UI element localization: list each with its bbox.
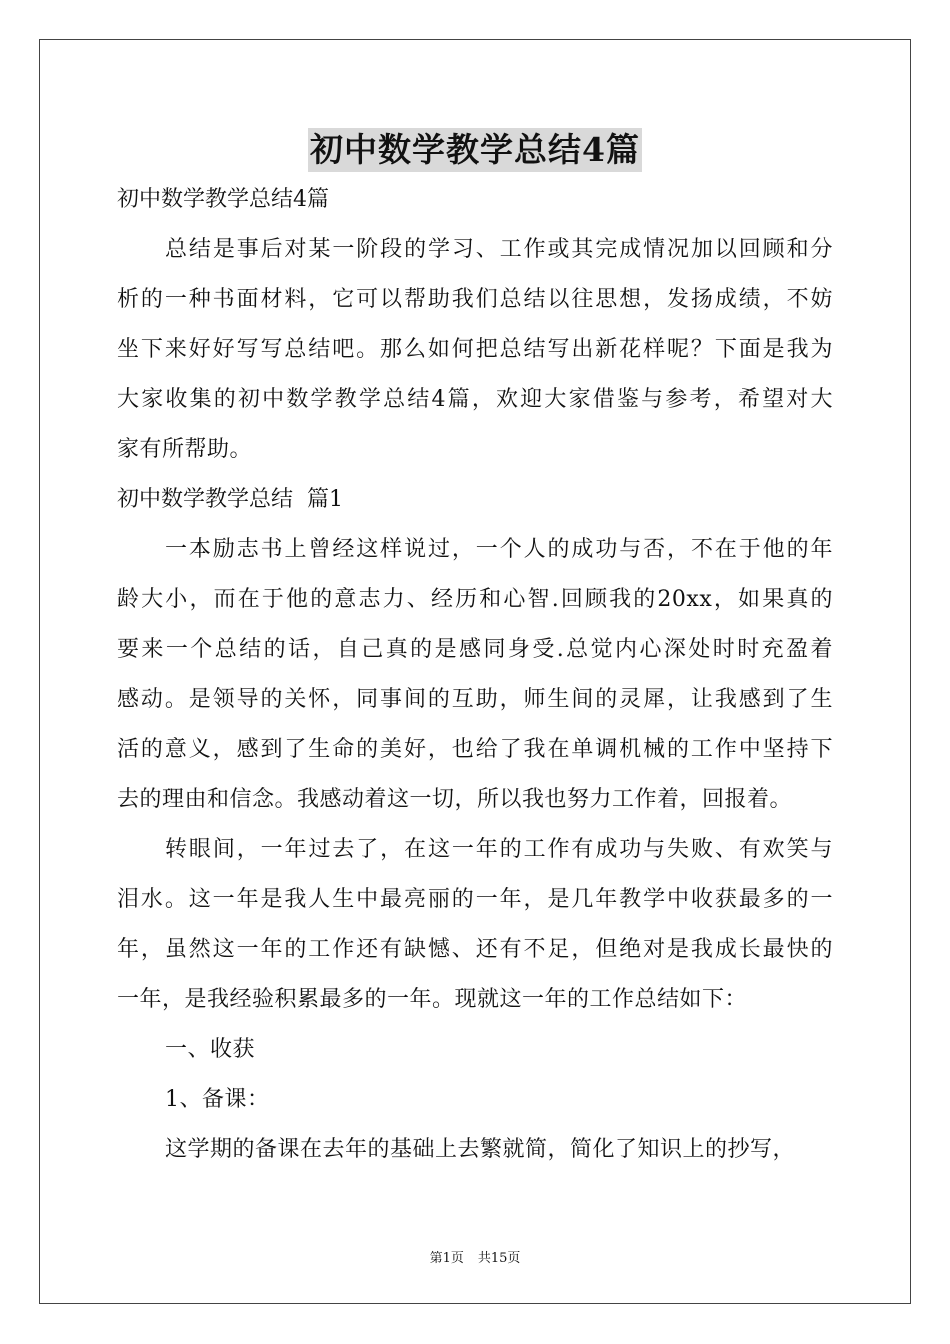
text-line: 要来一个总结的话，自己真的是感同身受.总觉内心深处时时充盈着 xyxy=(117,637,833,662)
page-total: 共15页 xyxy=(477,1251,521,1266)
document-title: 初中数学教学总结4篇 xyxy=(308,128,642,172)
intro-paragraph xyxy=(117,225,833,475)
text-line: 活的意义，感到了生命的美好，也给了我在单调机械的工作中坚持下 xyxy=(117,737,833,762)
text-line: 大家收集的初中数学教学总结4篇，欢迎大家借鉴与参考，希望对大 xyxy=(117,387,833,412)
text-line: 坐下来好好写写总结吧。那么如何把总结写出新花样呢？下面是我为 xyxy=(117,337,833,362)
paragraph-1 xyxy=(117,525,833,825)
page-footer xyxy=(0,1247,950,1266)
text-line: 析的一种书面材料，它可以帮助我们总结以往思想，发扬成绩，不妨 xyxy=(117,287,833,312)
text-line: 去的理由和信念。我感动着这一切，所以我也努力工作着，回报着。 xyxy=(117,787,793,812)
page-number: 第1页 xyxy=(429,1251,464,1266)
title-container xyxy=(0,128,950,172)
text-line: 转眼间，一年过去了，在这一年的工作有成功与失败、有欢笑与 xyxy=(165,837,833,862)
text-line: 泪水。这一年是我人生中最亮丽的一年，是几年教学中收获最多的一 xyxy=(117,887,833,912)
document-body xyxy=(117,175,833,1175)
text-line: 家有所帮助。 xyxy=(117,437,253,462)
sub-heading-lesson-prep: 1、备课： xyxy=(165,1087,270,1112)
text-line: 一本励志书上曾经这样说过，一个人的成功与否，不在于他的年 xyxy=(165,537,833,562)
sub-heading-harvest: 一、收获 xyxy=(165,1037,256,1062)
text-line: 一年，是我经验积累最多的一年。现就这一年的工作总结如下： xyxy=(117,987,748,1012)
text-line: 年，虽然这一年的工作还有缺憾、还有不足，但绝对是我成长最快的 xyxy=(117,937,833,962)
document-subtitle: 初中数学教学总结4篇 xyxy=(117,187,329,212)
text-line: 感动。是领导的关怀，同事间的互助，师生间的灵犀，让我感到了生 xyxy=(117,687,833,712)
paragraph-2 xyxy=(117,825,833,1025)
text-line: 总结是事后对某一阶段的学习、工作或其完成情况加以回顾和分 xyxy=(165,237,833,262)
section-heading: 初中数学教学总结 篇1 xyxy=(117,487,343,512)
text-line: 龄大小，而在于他的意志力、经历和心智.回顾我的20xx，如果真的 xyxy=(117,587,833,612)
paragraph-3-line: 这学期的备课在去年的基础上去繁就简，简化了知识上的抄写， xyxy=(165,1137,796,1162)
